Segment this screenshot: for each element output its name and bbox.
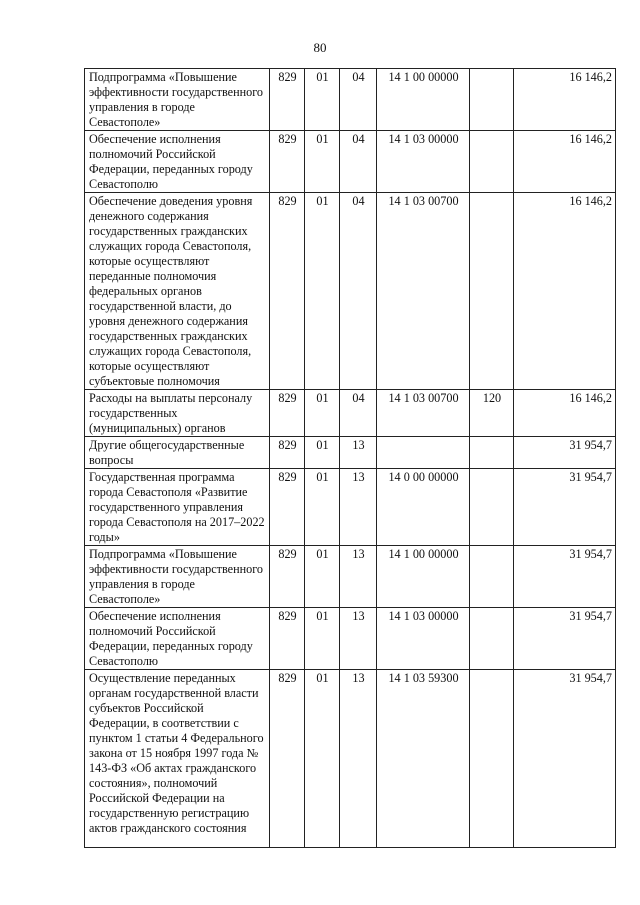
ministry-code-cell: 829 — [270, 69, 305, 131]
table-row — [85, 193, 616, 390]
subsection-code-cell: 04 — [340, 193, 377, 390]
table-row — [85, 69, 616, 131]
ministry-code-cell: 829 — [270, 546, 305, 608]
section-code-cell: 01 — [305, 390, 340, 437]
row-name-cell: Другие общегосударственные вопросы — [85, 437, 270, 469]
target-item-cell: 14 1 03 00000 — [377, 608, 470, 670]
amount-cell: 31 954,7 — [514, 670, 616, 848]
row-name-cell: Подпрограмма «Повышение эффективности государственного управления в городе Севастополе» — [85, 69, 270, 131]
ministry-code-cell: 829 — [270, 131, 305, 193]
table-row — [85, 546, 616, 608]
section-code-cell: 01 — [305, 670, 340, 848]
target-item-cell: 14 1 03 00700 — [377, 390, 470, 437]
ministry-code-cell: 829 — [270, 469, 305, 546]
target-item-cell: 14 1 00 00000 — [377, 546, 470, 608]
expense-type-cell — [470, 193, 514, 390]
ministry-code-cell: 829 — [270, 390, 305, 437]
expense-type-cell — [470, 469, 514, 546]
table-row — [85, 670, 616, 848]
table-row — [85, 608, 616, 670]
row-name-cell: Подпрограмма «Повышение эффективности государственного управления в городе Севастополе» — [85, 546, 270, 608]
section-code-cell: 01 — [305, 546, 340, 608]
amount-cell: 16 146,2 — [514, 193, 616, 390]
table-row — [85, 437, 616, 469]
row-name-cell: Осуществление переданных органам государственной власти субъектов Российской Федерации, в соответствии с пунктом 1 статьи 4 Федерального закона от 15 ноября 1997 года № 143-ФЗ «Об актах гражданского состояния», полномочий Российской Федерации на государственную регистрацию актов гражданского состояния — [85, 670, 270, 848]
target-item-cell: 14 1 03 00000 — [377, 131, 470, 193]
page-number: 80 — [313, 40, 327, 55]
ministry-code-cell: 829 — [270, 437, 305, 469]
expense-type-cell — [470, 69, 514, 131]
subsection-code-cell: 13 — [340, 437, 377, 469]
ministry-code-cell: 829 — [270, 608, 305, 670]
row-name-cell: Обеспечение доведения уровня денежного содержания государственных гражданских служащих города Севастополя, которые осуществляют переданные полномочия федеральных органов государственной власти, до уровня денежного содержания государственных гражданских служащих города Севастополя, которые осуществляют субъектовые полномочия — [85, 193, 270, 390]
target-item-cell: 14 1 00 00000 — [377, 69, 470, 131]
row-name-cell: Расходы на выплаты персоналу государственных (муниципальных) органов — [85, 390, 270, 437]
subsection-code-cell: 13 — [340, 469, 377, 546]
target-item-cell: 14 1 03 59300 — [377, 670, 470, 848]
expense-type-cell — [470, 608, 514, 670]
amount-cell: 31 954,7 — [514, 469, 616, 546]
section-code-cell: 01 — [305, 469, 340, 546]
ministry-code-cell: 829 — [270, 670, 305, 848]
expense-type-cell — [470, 131, 514, 193]
row-name-cell: Государственная программа города Севастополя «Развитие государственного управления города Севастополя на 2017–2022 годы» — [85, 469, 270, 546]
target-item-cell — [377, 437, 470, 469]
budget-table — [84, 68, 616, 848]
section-code-cell: 01 — [305, 131, 340, 193]
subsection-code-cell: 04 — [340, 131, 377, 193]
target-item-cell: 14 0 00 00000 — [377, 469, 470, 546]
section-code-cell: 01 — [305, 69, 340, 131]
target-item-cell: 14 1 03 00700 — [377, 193, 470, 390]
subsection-code-cell: 04 — [340, 390, 377, 437]
amount-cell: 16 146,2 — [514, 69, 616, 131]
subsection-code-cell: 13 — [340, 546, 377, 608]
amount-cell: 31 954,7 — [514, 437, 616, 469]
amount-cell: 31 954,7 — [514, 546, 616, 608]
expense-type-cell — [470, 546, 514, 608]
section-code-cell: 01 — [305, 608, 340, 670]
expense-type-cell — [470, 437, 514, 469]
subsection-code-cell: 13 — [340, 670, 377, 848]
ministry-code-cell: 829 — [270, 193, 305, 390]
expense-type-cell — [470, 670, 514, 848]
table-row — [85, 469, 616, 546]
table-row — [85, 390, 616, 437]
subsection-code-cell: 04 — [340, 69, 377, 131]
amount-cell: 31 954,7 — [514, 608, 616, 670]
section-code-cell: 01 — [305, 437, 340, 469]
expense-type-cell: 120 — [470, 390, 514, 437]
amount-cell: 16 146,2 — [514, 131, 616, 193]
table-row — [85, 131, 616, 193]
row-name-cell: Обеспечение исполнения полномочий Российской Федерации, переданных городу Севастополю — [85, 608, 270, 670]
subsection-code-cell: 13 — [340, 608, 377, 670]
row-name-cell: Обеспечение исполнения полномочий Российской Федерации, переданных городу Севастополю — [85, 131, 270, 193]
budget-table-body — [85, 69, 616, 848]
section-code-cell: 01 — [305, 193, 340, 390]
amount-cell: 16 146,2 — [514, 390, 616, 437]
